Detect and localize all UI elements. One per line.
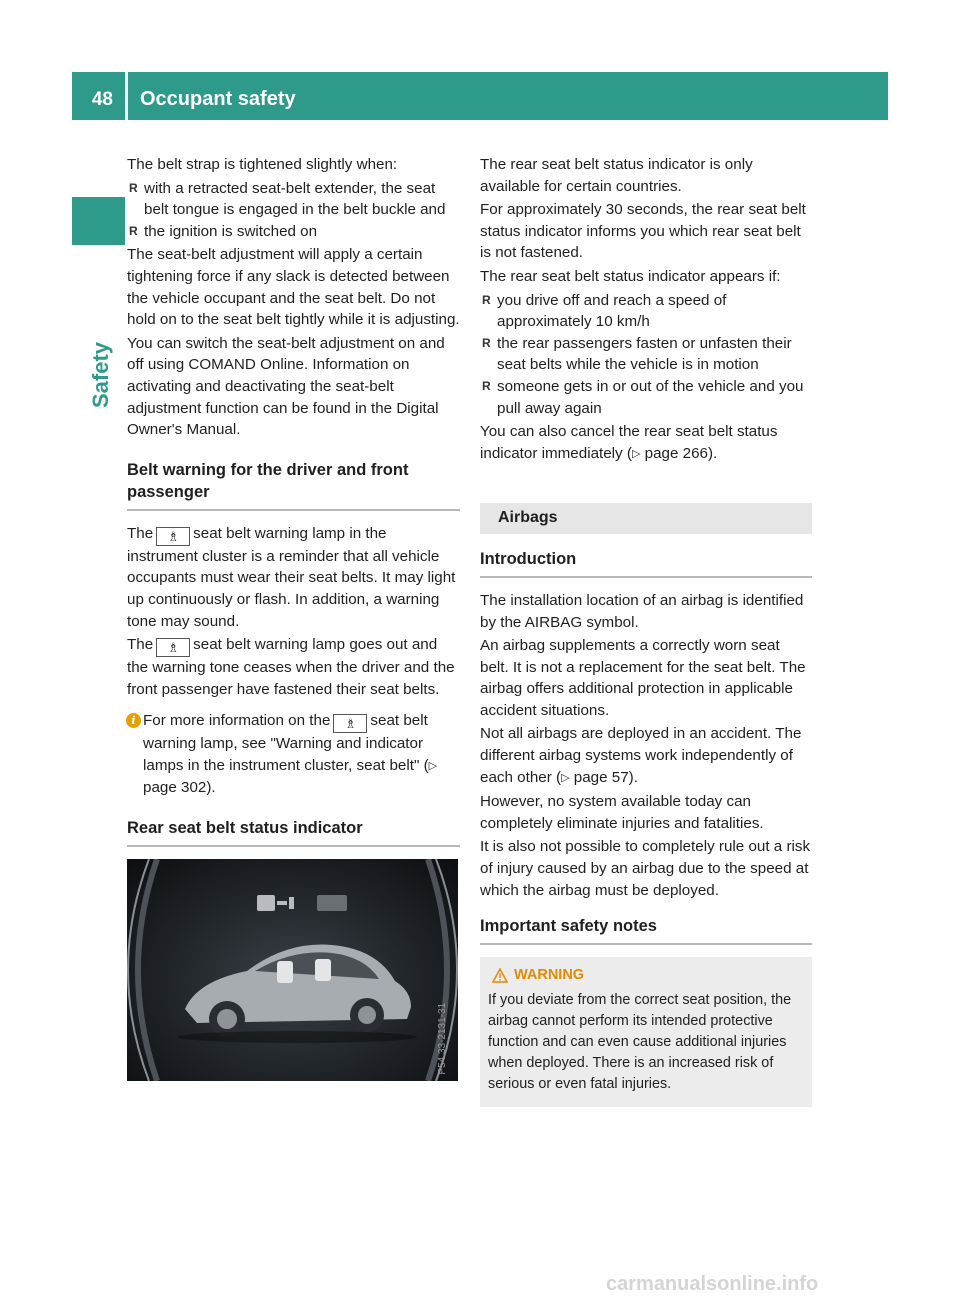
paragraph: An airbag supplements a correctly worn seat belt. It is not a replacement for the seat belt. The airbag offers additional protection in applicable accident situations. — [480, 637, 806, 719]
paragraph: You can switch the seat-belt adjustment on and off using COMAND Online. Information on activating and deactivating the seat-belt adjustment function can be found in the Digital Owner's Manual. — [127, 334, 445, 439]
arrow-icon: ▷ — [561, 771, 570, 784]
watermark: carmanualsonline.info — [606, 1273, 819, 1295]
bullet-icon: R — [129, 180, 138, 195]
right-column — [480, 154, 812, 1107]
warning-text: If you deviate from the correct seat position, the airbag cannot perform its intended protective function and can even cause additional injuries when deployed. There is an increased risk of serious or even fatal injuries. — [488, 992, 792, 1093]
page-reference[interactable]: page 266). — [644, 444, 718, 462]
seat-belt-lamp-icon: ♗ — [156, 638, 190, 657]
list-item: R you drive off and reach a speed of approximately 10 km/h — [482, 291, 727, 331]
paragraph: The belt strap is tightened slightly when: — [127, 156, 398, 173]
warning-triangle-icon — [492, 968, 508, 983]
page-number: 48 — [72, 72, 125, 120]
bullet-list — [127, 178, 460, 243]
chapter-heading: Airbags — [480, 503, 812, 534]
paragraph: The seat-belt adjustment will apply a certain tightening force if any slack is detected between the vehicle occupant and the seat belt. Do not hold on to the seat belt tightly while it is adjusting. — [127, 246, 460, 329]
warning-box — [480, 957, 812, 1107]
section-heading: Introduction — [480, 548, 812, 578]
bullet-icon: R — [482, 335, 491, 350]
seat-belt-lamp-icon: ♗ — [156, 527, 190, 546]
paragraph: It is also not possible to completely rule out a risk of injury caused by an airbag due to the speed at which the airbag must be deployed. — [480, 838, 811, 899]
warning-header: WARNING — [488, 965, 802, 986]
section-heading: Important safety notes — [480, 915, 812, 945]
bullet-icon: R — [482, 378, 491, 393]
bullet-icon: R — [482, 292, 491, 307]
image-code: P54.33-2131-31 — [437, 1003, 449, 1076]
list-item: R the rear passengers fasten or unfasten their seat belts while the vehicle is in motion — [482, 334, 792, 374]
paragraph: You can also cancel the rear seat belt status indicator immediately (▷ page 266). — [480, 423, 778, 462]
list-item: R someone gets in or out of the vehicle and you pull away again — [482, 377, 804, 417]
section-heading: Rear seat belt status indicator — [127, 817, 460, 847]
paragraph: However, no system available today can completely eliminate injuries and fatalities. — [480, 793, 764, 832]
bullet-list — [480, 290, 812, 420]
arrow-icon: ▷ — [631, 447, 641, 460]
seat-belt-lamp-icon: ♗ — [333, 714, 367, 733]
paragraph: The rear seat belt status indicator appears if: — [480, 267, 781, 285]
paragraph: The ♗ seat belt warning lamp in the instrument cluster is a reminder that all vehicle occupants must wear their seat belts. It may light up continuously or flash. In addition, a warning tone may sound. — [127, 524, 456, 630]
paragraph: Not all airbags are deployed in an accident. The different airbag systems work independently of each other (▷ page 57). — [480, 725, 802, 786]
paragraph: For approximately 30 seconds, the rear seat belt status indicator informs you which rear seat belt is not fastened. — [480, 201, 806, 262]
instrument-cluster-image — [127, 859, 458, 1081]
info-note: i For more information on the ♗ seat belt warning lamp, see "Warning and indicator lamps in the instrument cluster, seat belt" (▷ page 302). — [127, 710, 460, 799]
list-item: R with a retracted seat-belt extender, the seat belt tongue is engaged in the belt buckle and — [129, 179, 446, 219]
list-item: R the ignition is switched on — [127, 221, 460, 243]
left-column — [127, 154, 460, 1081]
sidebar-marker — [72, 197, 125, 245]
section-heading: Belt warning for the driver and front passenger — [127, 459, 460, 511]
paragraph: The rear seat belt status indicator is only available for certain countries. — [480, 156, 753, 195]
sidebar-label: Safety — [88, 341, 113, 409]
paragraph: The ♗ seat belt warning lamp goes out and the warning tone ceases when the driver and the front passenger have fastened their seat belts. — [127, 636, 455, 698]
page-title: Occupant safety — [128, 72, 888, 120]
page-reference[interactable]: page 57). — [573, 768, 638, 786]
arrow-icon: ▷ — [428, 759, 438, 772]
info-icon: i — [126, 713, 141, 728]
paragraph: The installation location of an airbag is identified by the AIRBAG symbol. — [480, 591, 804, 631]
bullet-icon: R — [129, 223, 138, 238]
page-reference[interactable]: page 302). — [143, 779, 216, 797]
